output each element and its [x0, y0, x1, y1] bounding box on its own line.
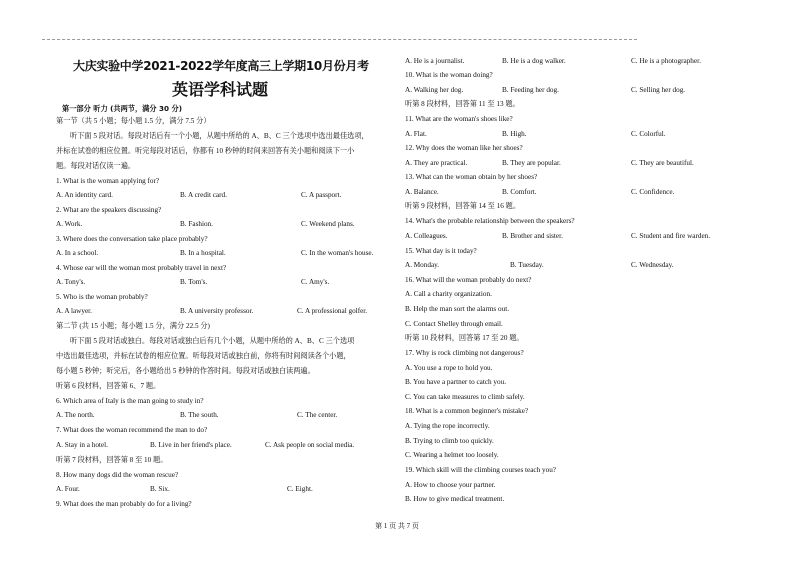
question: 3. Where does the conversation take place probably? — [56, 235, 208, 243]
option-c: C. Contact Shelley through email. — [405, 320, 503, 328]
question: 13. What can the woman obtain by her shoes? — [405, 173, 538, 181]
option-a: A. Monday. — [405, 261, 440, 269]
section-heading: 第二节 (共 15 小题；每小题 1.5 分，满分 22.5 分) — [56, 322, 210, 330]
question: 4. Whose ear will the woman most probably travel in next? — [56, 264, 227, 272]
material-note: 听第 7 段材料，回答第 8 至 10 题。 — [56, 456, 168, 464]
option-b: B. Feeding her dog. — [502, 86, 559, 94]
option-c: C. The center. — [297, 411, 338, 419]
option-c: C. Selling her dog. — [631, 86, 686, 94]
option-b: B. The south. — [180, 411, 219, 419]
option-c: C. Ask people on social media. — [265, 441, 355, 449]
question: 19. Which skill will the climbing courses teach you? — [405, 466, 556, 474]
option-a: A. Tying the rope incorrectly. — [405, 422, 490, 430]
question: 16. What will the woman probably do next? — [405, 276, 532, 284]
question: 5. Who is the woman probably? — [56, 293, 148, 301]
option-b: B. Fashion. — [180, 220, 213, 228]
option-b: B. A university professor. — [180, 307, 254, 315]
option-a: A. Work. — [56, 220, 83, 228]
option-a: A. Tony's. — [56, 278, 86, 286]
option-b: B. Tuesday. — [510, 261, 544, 269]
option-b: B. Brother and sister. — [502, 232, 563, 240]
instruction-line: 题。每段对话仅读一遍。 — [56, 162, 136, 170]
question: 8. How many dogs did the woman rescue? — [56, 471, 179, 479]
question: 14. What's the probable relationship between the speakers? — [405, 217, 575, 225]
option-b: B. He is a dog walker. — [502, 57, 566, 65]
question: 10. What is the woman doing? — [405, 71, 493, 79]
option-c: C. A professional golfer. — [297, 307, 368, 315]
option-a: A. He is a journalist. — [405, 57, 465, 65]
question: 15. What day is it today? — [405, 247, 477, 255]
option-c: C. A passport. — [301, 191, 342, 199]
option-a: A. The north. — [56, 411, 95, 419]
option-a: A. How to choose your partner. — [405, 481, 496, 489]
option-b: B. Tom's. — [180, 278, 208, 286]
option-a: A. Colleagues. — [405, 232, 448, 240]
subject-title: 英语学科试题 — [172, 80, 269, 99]
option-a: A. An identity card. — [56, 191, 113, 199]
option-a: A. You use a rope to hold you. — [405, 364, 493, 372]
question: 1. What is the woman applying for? — [56, 177, 160, 185]
question: 18. What is a common beginner's mistake? — [405, 407, 529, 415]
option-b: B. They are popular. — [502, 159, 561, 167]
option-b: B. You have a partner to catch you. — [405, 378, 506, 386]
instruction-line: 中选出最佳选项，并标在试卷的相应位置。听每段对话或独白前，你将有时间阅读各个小题， — [56, 352, 351, 360]
option-a: A. Flat. — [405, 130, 427, 138]
option-a: A. Four. — [56, 485, 80, 493]
option-c: C. Wednesday. — [631, 261, 674, 269]
option-a: A. Call a charity organization. — [405, 290, 492, 298]
option-c: C. Weekend plans. — [301, 220, 355, 228]
option-c: C. Eight. — [287, 485, 313, 493]
question: 7. What does the woman recommend the man to do? — [56, 426, 208, 434]
instruction-line: 并标在试卷的相应位置。听完每段对话后，你都有 10 秒钟的时间来回答有关小题和阅读下一小 — [56, 147, 355, 155]
material-note: 听第 10 段材料，回答第 17 至 20 题。 — [405, 334, 524, 342]
school-title: 大庆实验中学2021-2022学年度高三上学期10月份月考 — [73, 59, 369, 73]
option-b: B. Six. — [150, 485, 170, 493]
option-b: B. Trying to climb too quickly. — [405, 437, 494, 445]
section-heading: 第一节（共 5 小题；每小题 1.5 分，满分 7.5 分） — [56, 117, 211, 125]
option-b: B. Live in her friend's place. — [150, 441, 232, 449]
option-a: A. They are practical. — [405, 159, 468, 167]
option-a: A. A lawyer. — [56, 307, 92, 315]
part-heading: 第一部分 听力 (共两节，满分 30 分) — [62, 104, 183, 113]
question: 2. What are the speakers discussing? — [56, 206, 162, 214]
material-note: 听第 6 段材料，回答第 6、7 题。 — [56, 382, 161, 390]
option-b: B. High. — [502, 130, 527, 138]
option-a: A. Stay in a hotel. — [56, 441, 108, 449]
option-b: B. In a hospital. — [180, 249, 226, 257]
option-b: B. How to give medical treatment. — [405, 495, 505, 503]
option-c: C. They are beautiful. — [631, 159, 694, 167]
option-c: C. Amy's. — [301, 278, 330, 286]
option-b: B. Comfort. — [502, 188, 537, 196]
page-number: 第 1 页 共 7 页 — [375, 522, 419, 530]
question: 17. Why is rock climbing not dangerous? — [405, 349, 524, 357]
material-note: 听第 8 段材料，回答第 11 至 13 题。 — [405, 100, 520, 108]
question: 12. Why does the woman like her shoes? — [405, 144, 523, 152]
option-c: C. Colorful. — [631, 130, 666, 138]
option-a: A. Walking her dog. — [405, 86, 464, 94]
option-c: C. In the woman's house. — [301, 249, 374, 257]
instruction-line: 听下面 5 段对话。每段对话后有一个小题，从题中所给的 A、B、C 三个选项中选出最佳选项， — [70, 132, 369, 140]
option-c: C. You can take measures to climb safely. — [405, 393, 525, 401]
header-divider — [42, 39, 637, 40]
option-b: B. A credit card. — [180, 191, 227, 199]
option-c: C. He is a photographer. — [631, 57, 701, 65]
option-a: A. In a school. — [56, 249, 99, 257]
material-note: 听第 9 段材料，回答第 14 至 16 题。 — [405, 202, 521, 210]
instruction-line: 听下面 5 段对话或独白。每段对话或独白后有几个小题，从题中所给的 A、B、C 三个选项 — [70, 337, 355, 345]
option-c: C. Student and fire warden. — [631, 232, 711, 240]
option-c: C. Confidence. — [631, 188, 675, 196]
question: 6. Which area of Italy is the man going to study in? — [56, 397, 204, 405]
question: 11. What are the woman's shoes like? — [405, 115, 513, 123]
question: 9. What does the man probably do for a living? — [56, 500, 192, 508]
option-b: B. Help the man sort the alarms out. — [405, 305, 509, 313]
option-c: C. Wearing a helmet too loosely. — [405, 451, 499, 459]
option-a: A. Balance. — [405, 188, 439, 196]
instruction-line: 每小题 5 秒钟；听完后，各小题给出 5 秒钟的作答时间。每段对话或独白读两遍。 — [56, 367, 315, 375]
